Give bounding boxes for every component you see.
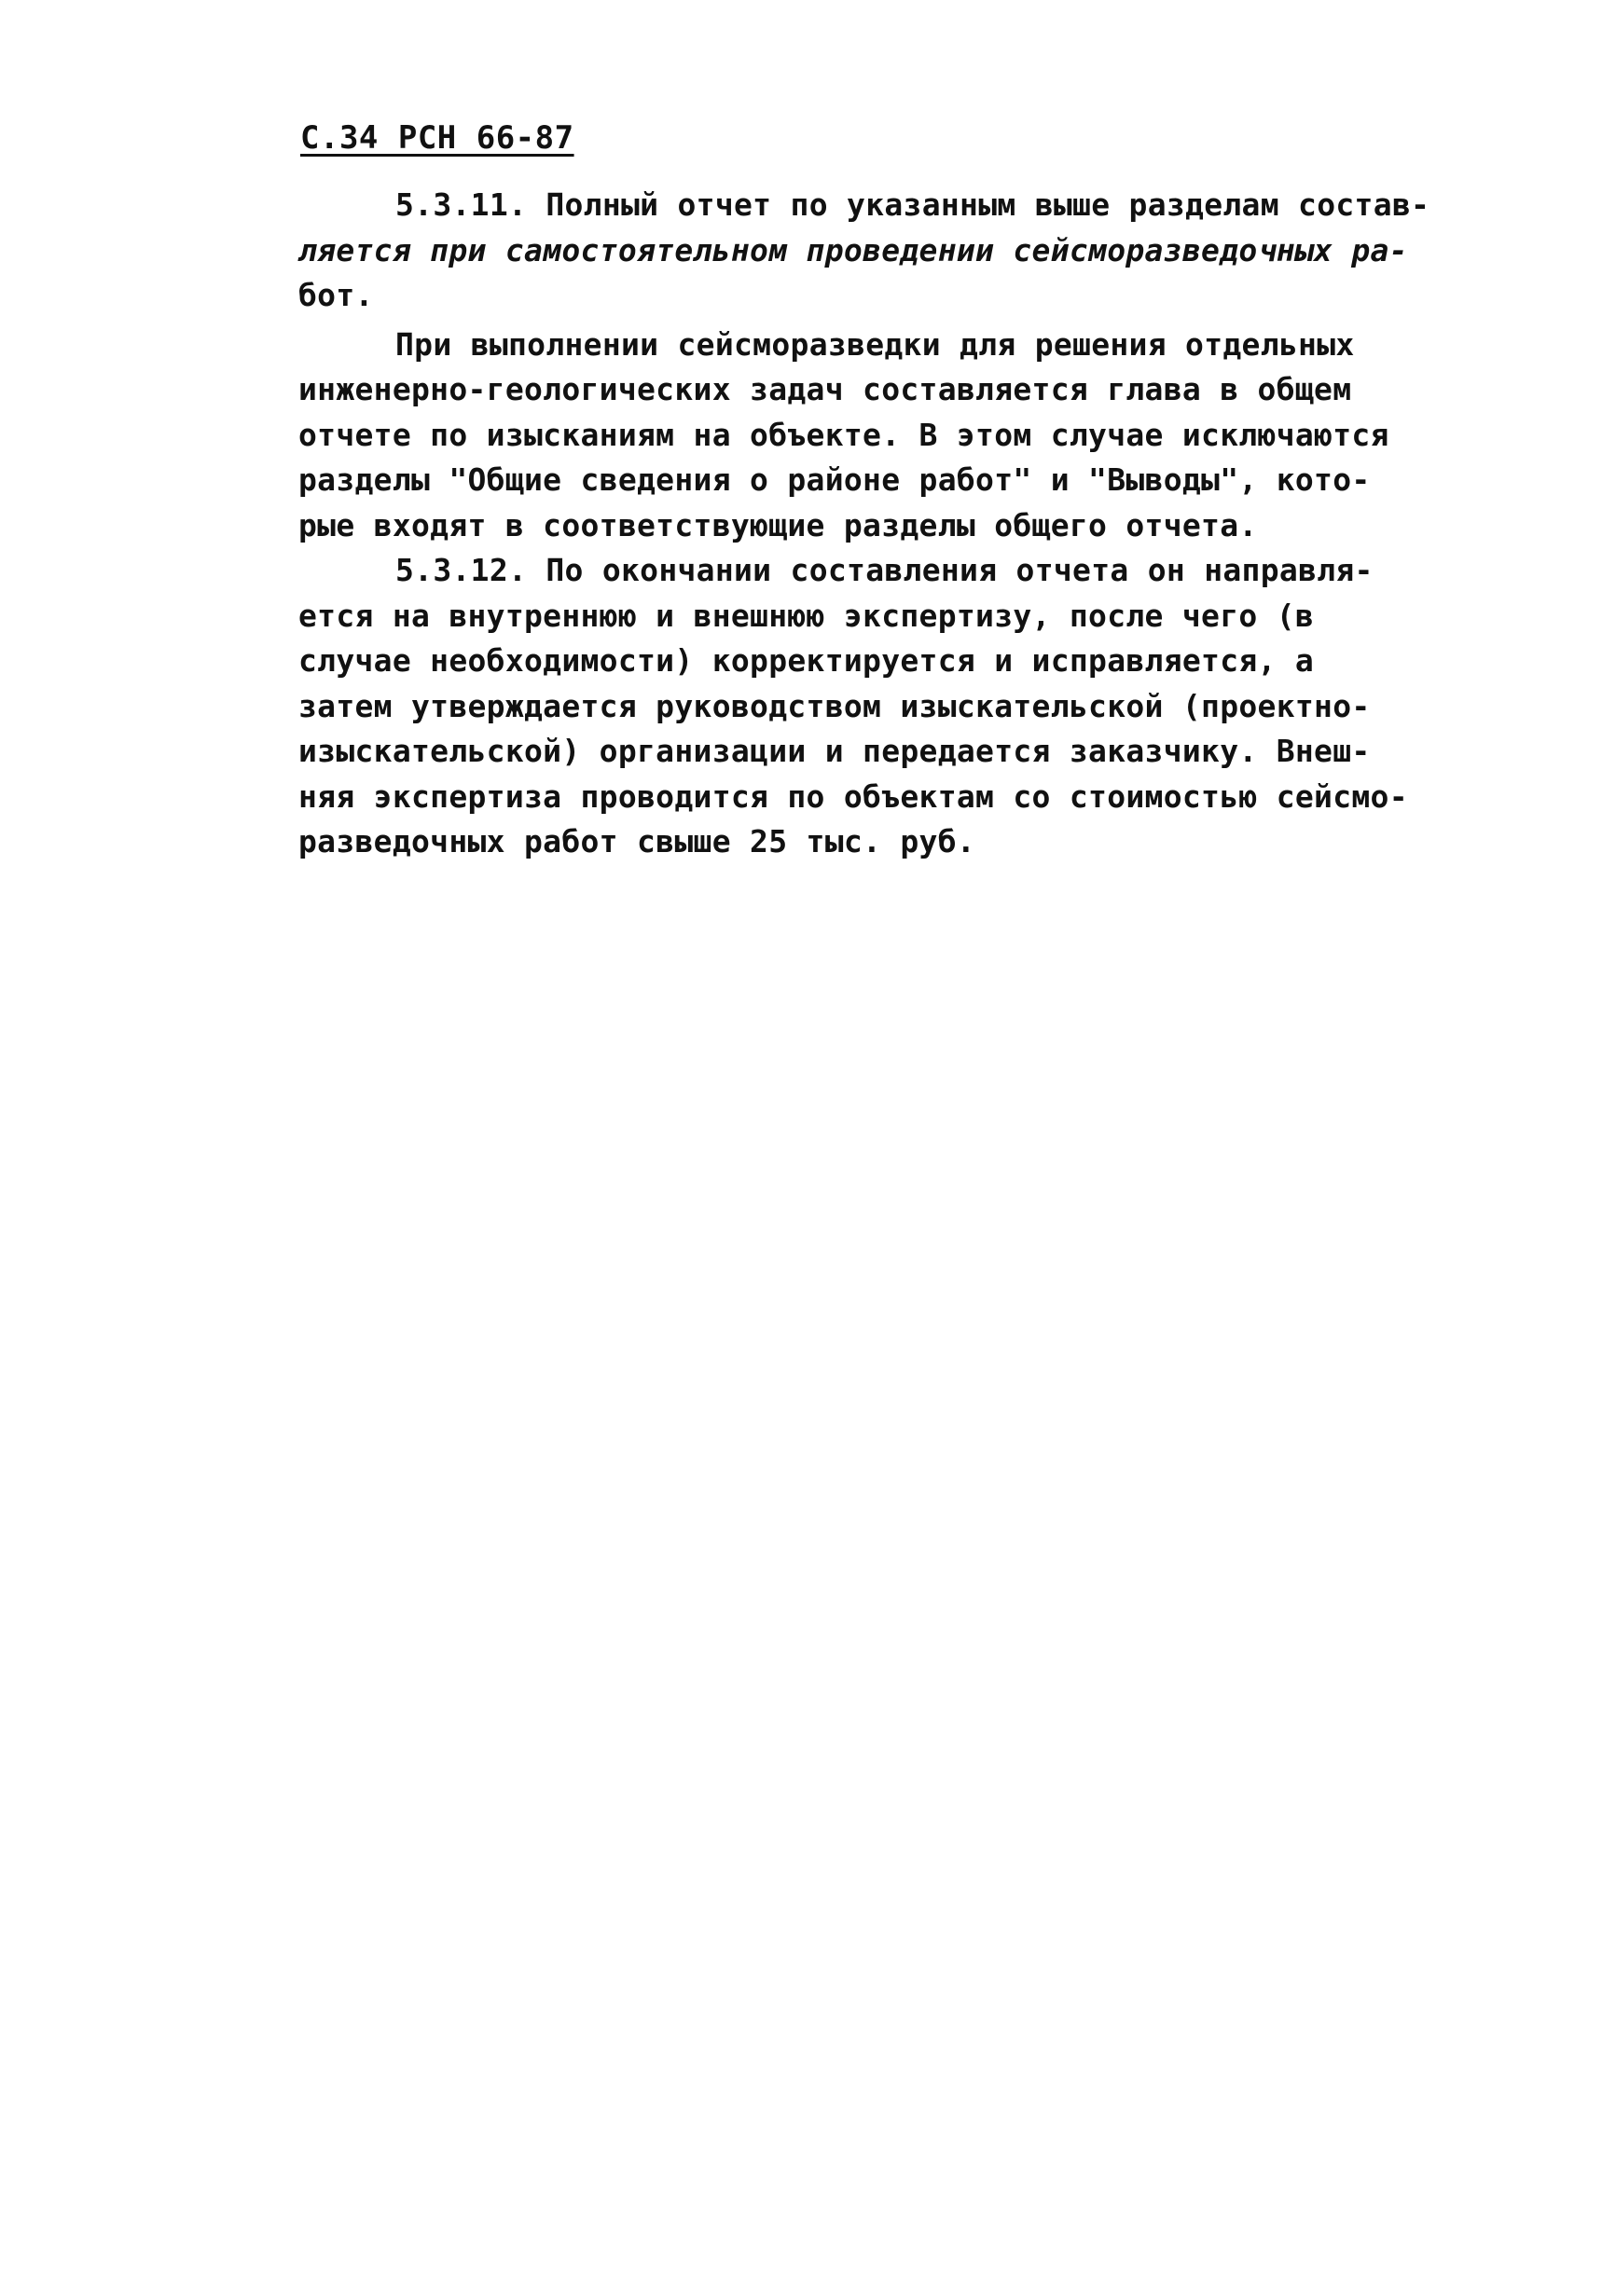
page-header: С.34 РСН 66-87 <box>300 119 574 157</box>
document-body <box>298 183 1455 865</box>
text-line: случае необходимости) корректируется и исправляется, а <box>298 642 1315 679</box>
text-line: отчете по изысканиям на объекте. В этом случае исключаются <box>298 416 1389 453</box>
text-line: ляется при самостоятельном проведении сейсморазведочных ра- <box>298 231 1408 268</box>
text-line: затем утверждается руководством изыскательской (проектно- <box>298 687 1371 724</box>
text-line: няя экспертиза проводится по объектам со стоимостью сейсмо- <box>298 777 1408 815</box>
text-line: инженерно-геологических задач составляется глава в общем <box>298 371 1352 407</box>
text-line: разделы "Общие сведения о районе работ" и "Выводы", кото- <box>298 461 1371 498</box>
text-line: 5.3.11. Полный отчет по указанным выше разделам состав- <box>395 186 1430 223</box>
text-line: 5.3.12. По окончании составления отчета он направля- <box>395 552 1374 588</box>
text-line: ется на внутреннюю и внешнюю экспертизу, после чего (в <box>298 597 1315 634</box>
text-line: При выполнении сейсморазведки для решения отдельных <box>395 325 1355 363</box>
text-line: изыскательской) организации и передается заказчику. Внеш- <box>298 733 1371 769</box>
text-line: бот. <box>298 277 374 313</box>
text-line: рые входят в соответствующие разделы общего отчета. <box>298 506 1258 543</box>
text-line: разведочных работ свыше 25 тыс. руб. <box>298 823 976 859</box>
